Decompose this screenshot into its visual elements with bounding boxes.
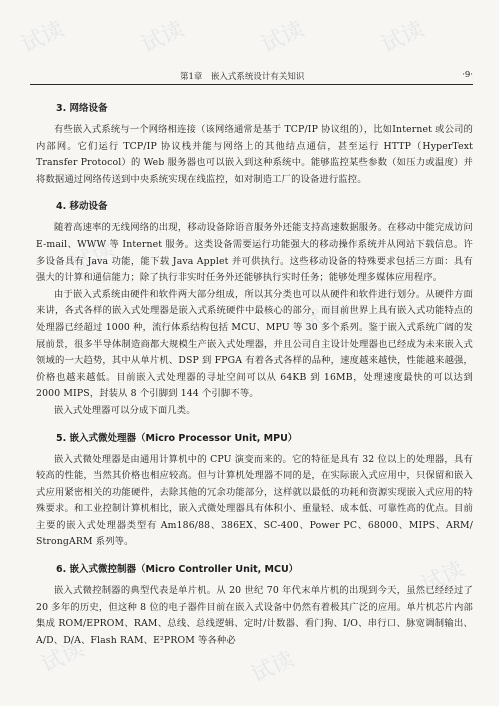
- chapter-title: 第1章 嵌入式系统设计有关知识: [180, 72, 305, 82]
- watermark: 试读: [67, 236, 119, 278]
- watermark: 试读: [377, 16, 429, 58]
- watermark: 试读: [247, 646, 299, 688]
- section-heading-mobile-devices: 4. 移动设备: [56, 201, 108, 213]
- paragraph: 随着高速率的无线网络的出现，移动设备除语音服务外还能支持高速数据服务。在移动中能完成访问 E-mail、WWW 等 Internet 服务。这类设备需要运行功能强大的移动操作系统并从网站下载信息。许多设备具有 Java 功能，能下载 Java Applet 并可供执行。这些移动设备的特殊要求包括三方面：具有强大的计算和通信能力；除了执行非实时任务外还能够执行实时任务；能够处理多媒体应用程序。: [36, 222, 473, 284]
- running-header: [30, 70, 473, 85]
- body-text: [36, 94, 473, 649]
- paragraph: 嵌入式微控制器的典型代表是单片机。从 20 世纪 70 年代末单片机的出现到今天，虽然已经经过了 20 多年的历史，但这种 8 位的电子器件目前在嵌入式设备中仍然有着极其广泛的应用。单片机芯片内部集成 ROM/EPROM、RAM、总线、总线逻辑、定时/计数器、看门狗、I/O、串行口、脉宽调制输出、A/D、D/A、Flash RAM、E²PROM 等各种必: [36, 585, 473, 646]
- section-heading-mpu: 5. 嵌入式微处理器（Micro Processor Unit, MPU）: [56, 432, 298, 444]
- paragraph: 由于嵌入式系统由硬件和软件两大部分组成，所以其分类也可以从硬件和软件进行划分。从硬件方面来讲，各式各样的嵌入式处理器是嵌入式系统硬件中最核心的部分，而目前世界上具有嵌入式功能特点的处理器已经超过 1000 种，流行体系结构包括 MCU、MPU 等 30 多个系列。鉴于嵌入式系统广阔的发展前景，很多半导体制造商都大规模生产嵌入式处理器，并且公司自主设计处理器也已经成为未来嵌入式领域的一大趋势，其中从单片机、DSP 到 FPGA 有着各式各样的品种，速度越来越快，性能越来越强，价格也越来越低。目前嵌入式处理器的寻址空间可以从 64KB 到 16MB，处理速度最快的可以达到 2000 MIPS，封装从 8 个引脚到 144 个引脚不等。: [36, 288, 473, 400]
- section-heading-mcu: 6. 嵌入式微控制器（Micro Controller Unit, MCU）: [56, 564, 299, 576]
- paragraph: 嵌入式处理器可以分成下面几类。: [54, 404, 196, 416]
- watermark: 试读: [137, 16, 189, 58]
- section-heading-network-devices: 3. 网络设备: [56, 103, 108, 114]
- watermark: 试读: [417, 556, 469, 598]
- paragraph: 有些嵌入式系统与一个网络相连接（该网络通常是基于 TCP/IP 协议组的），比如Internet 或公司的内部网。它们运行 TCP/IP 协议栈并能与网络上的其他结点通信，甚至运行 HTTP（HyperText Transfer Protocol）的 Web 服务器也可以嵌入到这种系统中。能够监控某些参数（如压力或温度）并将数据通过网络传送到中央系统实现在线监控，如对制造工厂的设备进行监控。: [36, 124, 473, 185]
- paragraph: 嵌入式微处理器是由通用计算机中的 CPU 演变而来的。它的特征是具有 32 位以上的处理器，具有较高的性能，当然其价格也相应较高。但与计算机处理器不同的是，在实际嵌入式应用中，只保留和嵌入式应用紧密相关的功能硬件，去除其他的冗余功能部分，这样就以最低的功耗和资源实现嵌入式应用的特殊要求。和工业控制计算机相比，嵌入式微处理器具有体积小、重量轻、成本低、可靠性高的优点。目前主要的嵌入式处理器类型有 Am186/88、386EX、SC-400、Power PC、68000、MIPS、ARM/ StrongARM 系列等。: [36, 453, 473, 548]
- watermark: 试读: [17, 16, 69, 58]
- watermark: 试读: [297, 296, 349, 338]
- watermark: 试读: [257, 16, 309, 58]
- watermark: 试读: [37, 636, 89, 678]
- page-number: ·9·: [462, 70, 473, 80]
